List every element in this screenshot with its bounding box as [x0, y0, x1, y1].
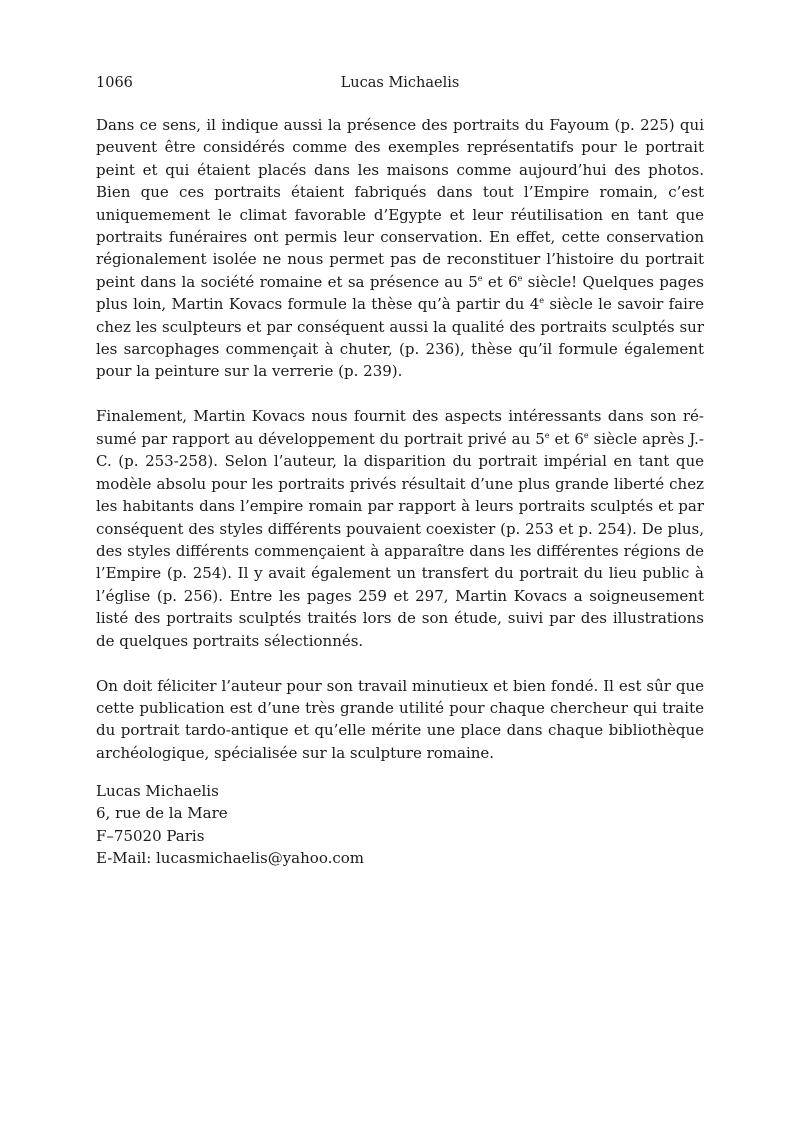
superscript: e [477, 273, 483, 283]
paragraph-1-text: siècle! Quelques pages plus loin, Martin Kovacs formule la thèse qu’à partir du 4 [96, 272, 704, 314]
author-address [96, 780, 704, 870]
page-number: 1066 [96, 75, 133, 91]
body-text [96, 114, 704, 787]
author-name: Lucas Michaelis [96, 782, 219, 800]
paragraph-2-text: et 6 [549, 429, 584, 448]
running-head: Lucas Michaelis [340, 75, 460, 91]
page-header [96, 72, 704, 94]
paragraph-1-text: Dans ce sens, il indique aussi la présence des portraits du Fayoum (p. 225) qui peuvent être considérés comme des exemples représentatifs pour le portrait peint et qui étaient placés dans les maisons comme aujourd’hui des photos. Bien que ces portraits étaient fabriqués dans tout l’Empire romain, c’est uniquemement le climat favorable d’Egypte et leur réutilisation en tant que portraits funéraires ont permis leur conservation. En effet, cette conservation régionalement isolée ne nous permet pas de reconstituer l’histoire du portrait peint dans la société romaine et sa présence au 5 [96, 116, 704, 291]
paragraph-2-text: siècle après J.-C. (p. 253-258). Selon l’auteur, la disparition du portrait impérial en tant que modèle absolu pour les portraits privés résultait d’une plus grande liberté chez les habitants dans l’empire romain par rapport à leurs portraits sculptés et par conséquent des styles différents pouvaient coexister (p. 253 et p. 254). De plus, des styles différents commençaient à apparaître dans les différentes régions de l’Empire (p. 254). Il y avait également un transfert du portrait du lieu public à l’église (p. 256). Entre les pages 259 et 297, Martin Kovacs a soigneusement listé des portraits sculptés traités lors de son étude, suivi par des illustrations de quelques portraits sélectionnés. [96, 429, 704, 650]
paragraph-2-text: Finalement, Martin Kovacs nous fournit des aspects intéressants dans son résumé par rapport au développement du portrait privé au 5 [96, 407, 704, 448]
paragraph-1-text: siècle le savoir faire chez les sculpteurs et par conséquent aussi la qualité des portraits sculptés sur les sarcophages commençait à chuter, (p. 236), thèse qu’il formule également pour la peinture sur la verrerie (p. 239). [96, 295, 704, 381]
superscript: e [583, 430, 589, 440]
paragraph-2 [96, 405, 704, 651]
paragraph-1 [96, 114, 704, 383]
superscript: e [544, 430, 550, 440]
paragraph-3 [96, 675, 704, 765]
email-address: E-Mail: lucasmichaelis@yahoo.com [96, 849, 365, 868]
superscript: e [539, 296, 545, 306]
city: F–75020 Paris [96, 826, 205, 845]
paragraph-1-text: et 6 [482, 272, 518, 291]
street-address: 6, rue de la Mare [96, 804, 228, 823]
paragraph-3-text: On doit féliciter l’auteur pour son travail minutieux et bien fondé. Il est sûr que cette publication est d’une très grande utilité pour chaque chercheur qui traite du portrait tardo-antique et qu’elle mérite une place dans chaque bibliothèque archéologique, spécialisée sur la sculpture romaine. [96, 676, 704, 762]
superscript: e [517, 273, 523, 283]
